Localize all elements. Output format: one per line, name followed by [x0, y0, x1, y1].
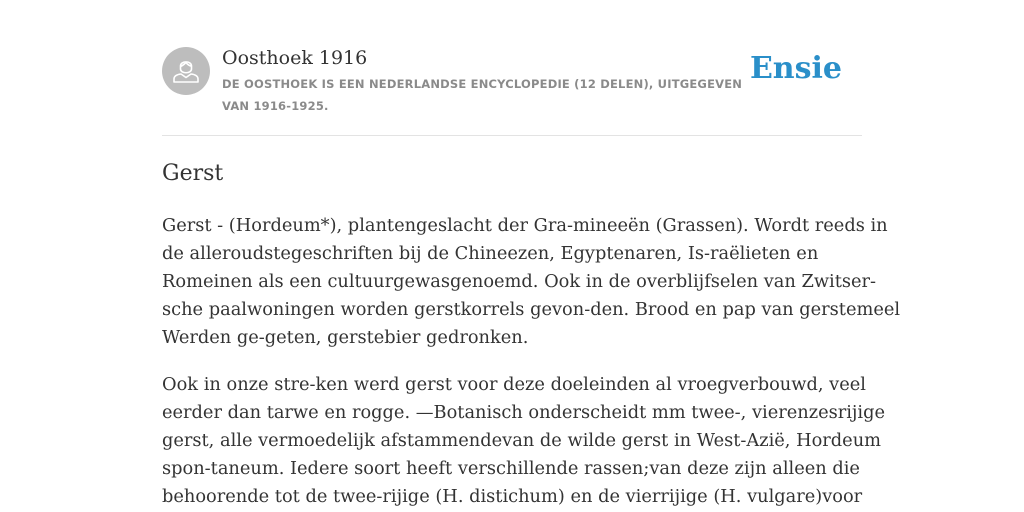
- text-line: de alleroudstegeschriften bij de Chineezen, Egyptenaren, Is-raëlieten en: [162, 243, 819, 264]
- article-title: Gerst: [162, 161, 224, 186]
- source-description-line: VAN 1916-1925.: [222, 99, 329, 113]
- text-line: eerder dan tarwe en rogge. —Botanisch onderscheidt mm twee-, vierenzesrijige: [162, 402, 886, 423]
- article-paragraph: [162, 371, 886, 511]
- article-body: [162, 212, 901, 511]
- source-description: [222, 73, 762, 117]
- text-line: Ook in onze stre-ken werd gerst voor deze doeleinden al vroegverbouwd, veel: [162, 374, 866, 395]
- source-title[interactable]: Oosthoek 1916: [222, 47, 368, 69]
- article-paragraph: [162, 212, 901, 352]
- source-header: [162, 46, 862, 116]
- text-line: spon-taneum. Iedere soort heeft verschillende rassen;van deze zijn alleen die: [162, 458, 860, 479]
- text-line: Romeinen als een cultuurgewasgenoemd. Ook in de overblijfselen van Zwitser-: [162, 271, 877, 292]
- text-line: behoorende tot de twee-rijige (H. distichum) en de vierrijige (H. vulgare)voor: [162, 486, 863, 507]
- ensie-logo[interactable]: Ensie: [749, 51, 842, 86]
- user-icon[interactable]: [162, 47, 210, 95]
- source-description-line: DE OOSTHOEK IS EEN NEDERLANDSE ENCYCLOPEDIE (12 DELEN), UITGEGEVEN: [222, 77, 743, 91]
- text-line: Gerst - (Hordeum*), plantengeslacht der Gra-mineeën (Grassen). Wordt reeds in: [162, 215, 888, 236]
- header-divider: [162, 135, 862, 136]
- text-line: Werden ge-geten, gerstebier gedronken.: [162, 327, 529, 348]
- text-line: sche paalwoningen worden gerstkorrels gevon-den. Brood en pap van gerstemeel: [162, 299, 901, 320]
- text-line: gerst, alle vermoedelijk afstammendevan de wilde gerst in West-Azië, Hordeum: [162, 430, 882, 451]
